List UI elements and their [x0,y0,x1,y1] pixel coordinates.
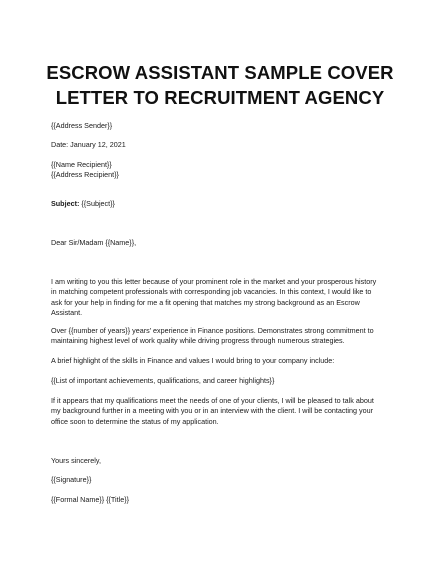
title-line-2: LETTER TO RECRUITMENT AGENCY [55,87,385,108]
paragraph-line: office soon to determine the status of my application. [51,416,219,426]
paragraph-intro [51,277,391,319]
letter-date: Date: January 12, 2021 [51,140,126,149]
paragraph-experience [51,326,391,347]
closing-phrase: Yours sincerely, [51,456,101,465]
address-sender: {{Address Sender}} [51,121,113,130]
paragraph-line: ask for your help in finding for me a fit opening that matches my strong background as an Escrow [51,297,360,307]
paragraph-line: If it appears that my qualifications meet the needs of one of your clients, I will be pleased to talk about [51,396,374,405]
subject-line [51,199,115,209]
paragraph-line: maintaining highest level of work quality while driving progress through numerous strategies. [51,336,345,346]
subject-label: Subject: [51,199,80,208]
paragraph-skills: A brief highlight of the skills in Finance and values I would bring to your company include: [51,356,335,365]
paragraph-line: my background further in a meeting with you or in an interview with the client. I will be contacting your [51,406,373,416]
signature-placeholder: {{Signature}} [51,475,92,484]
paragraph-line: in matching competent professionals with corresponding job vacancies. In this context, I would like to [51,287,372,297]
paragraph-line: Assistant. [51,308,83,318]
salutation: Dear Sir/Madam {{Name}}, [51,238,137,247]
document-title [20,60,420,110]
subject-value: {{Subject}} [79,199,115,208]
paragraph-line: Over {{number of years}} years' experience in Finance positions. Demonstrates strong commitment to [51,326,374,335]
formal-name-title: {{Formal Name}} {{Title}} [51,495,130,504]
name-recipient: {{Name Recipient}} [51,160,112,169]
paragraph-line: I am writing to you this letter because of your prominent role in the market and your prosperous history [51,277,377,286]
address-recipient: {{Address Recipient}} [51,170,119,179]
paragraph-closing [51,396,391,427]
achievements-placeholder: {{List of important achievements, qualifications, and career highlights}} [51,376,275,385]
title-line-1: ESCROW ASSISTANT SAMPLE COVER [46,62,394,83]
